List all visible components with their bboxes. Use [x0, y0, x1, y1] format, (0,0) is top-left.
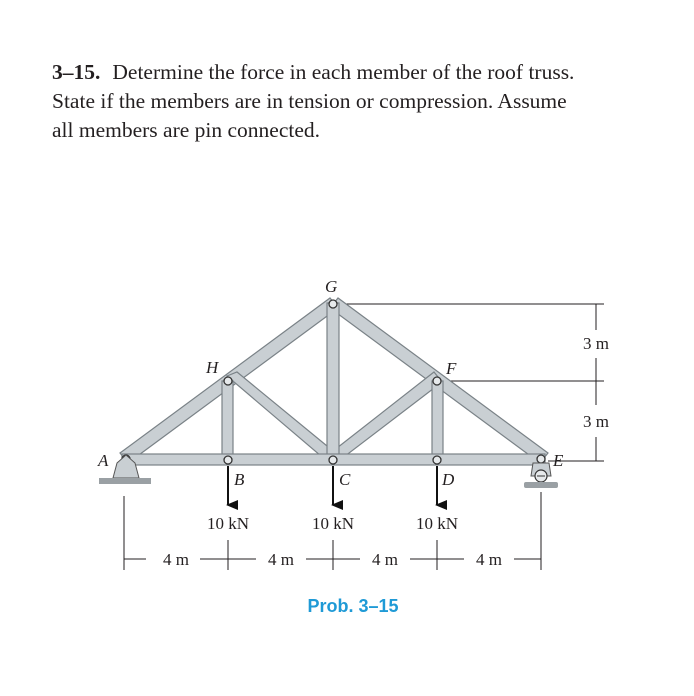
- joint-label-G: G: [325, 277, 338, 296]
- member-HC: [227, 372, 338, 462]
- span-label-1: 4 m: [163, 550, 189, 569]
- height-label-lower: 3 m: [583, 412, 609, 431]
- span-label-4: 4 m: [476, 550, 502, 569]
- member-CF: [328, 372, 442, 463]
- joint-label-D: D: [442, 470, 455, 489]
- member-GC: [327, 303, 339, 461]
- joint-label-H: H: [206, 358, 219, 377]
- problem-number: 3–15.: [52, 60, 101, 84]
- load-label-C: 10 kN: [311, 514, 355, 533]
- load-arrows: [228, 466, 437, 505]
- problem-text-line1: Determine the force in each member of the roof truss.: [112, 60, 575, 84]
- load-label-D: 10 kN: [415, 514, 459, 533]
- member-FD: [432, 381, 443, 461]
- span-label-3: 4 m: [372, 550, 398, 569]
- span-label-2: 4 m: [268, 550, 294, 569]
- joint-label-B: B: [234, 470, 245, 489]
- joint-label-A: A: [98, 451, 109, 470]
- problem-text-line2: State if the members are in tension or compression. Assume: [52, 89, 567, 113]
- joint-label-F: F: [446, 359, 457, 378]
- joint-label-E: E: [553, 451, 564, 470]
- load-label-B: 10 kN: [206, 514, 250, 533]
- joint-label-C: C: [339, 470, 351, 489]
- member-HB: [222, 381, 233, 461]
- problem-text-line3: all members are pin connected.: [52, 118, 321, 142]
- height-label-upper: 3 m: [583, 334, 609, 353]
- figure-caption: Prob. 3–15: [307, 596, 399, 616]
